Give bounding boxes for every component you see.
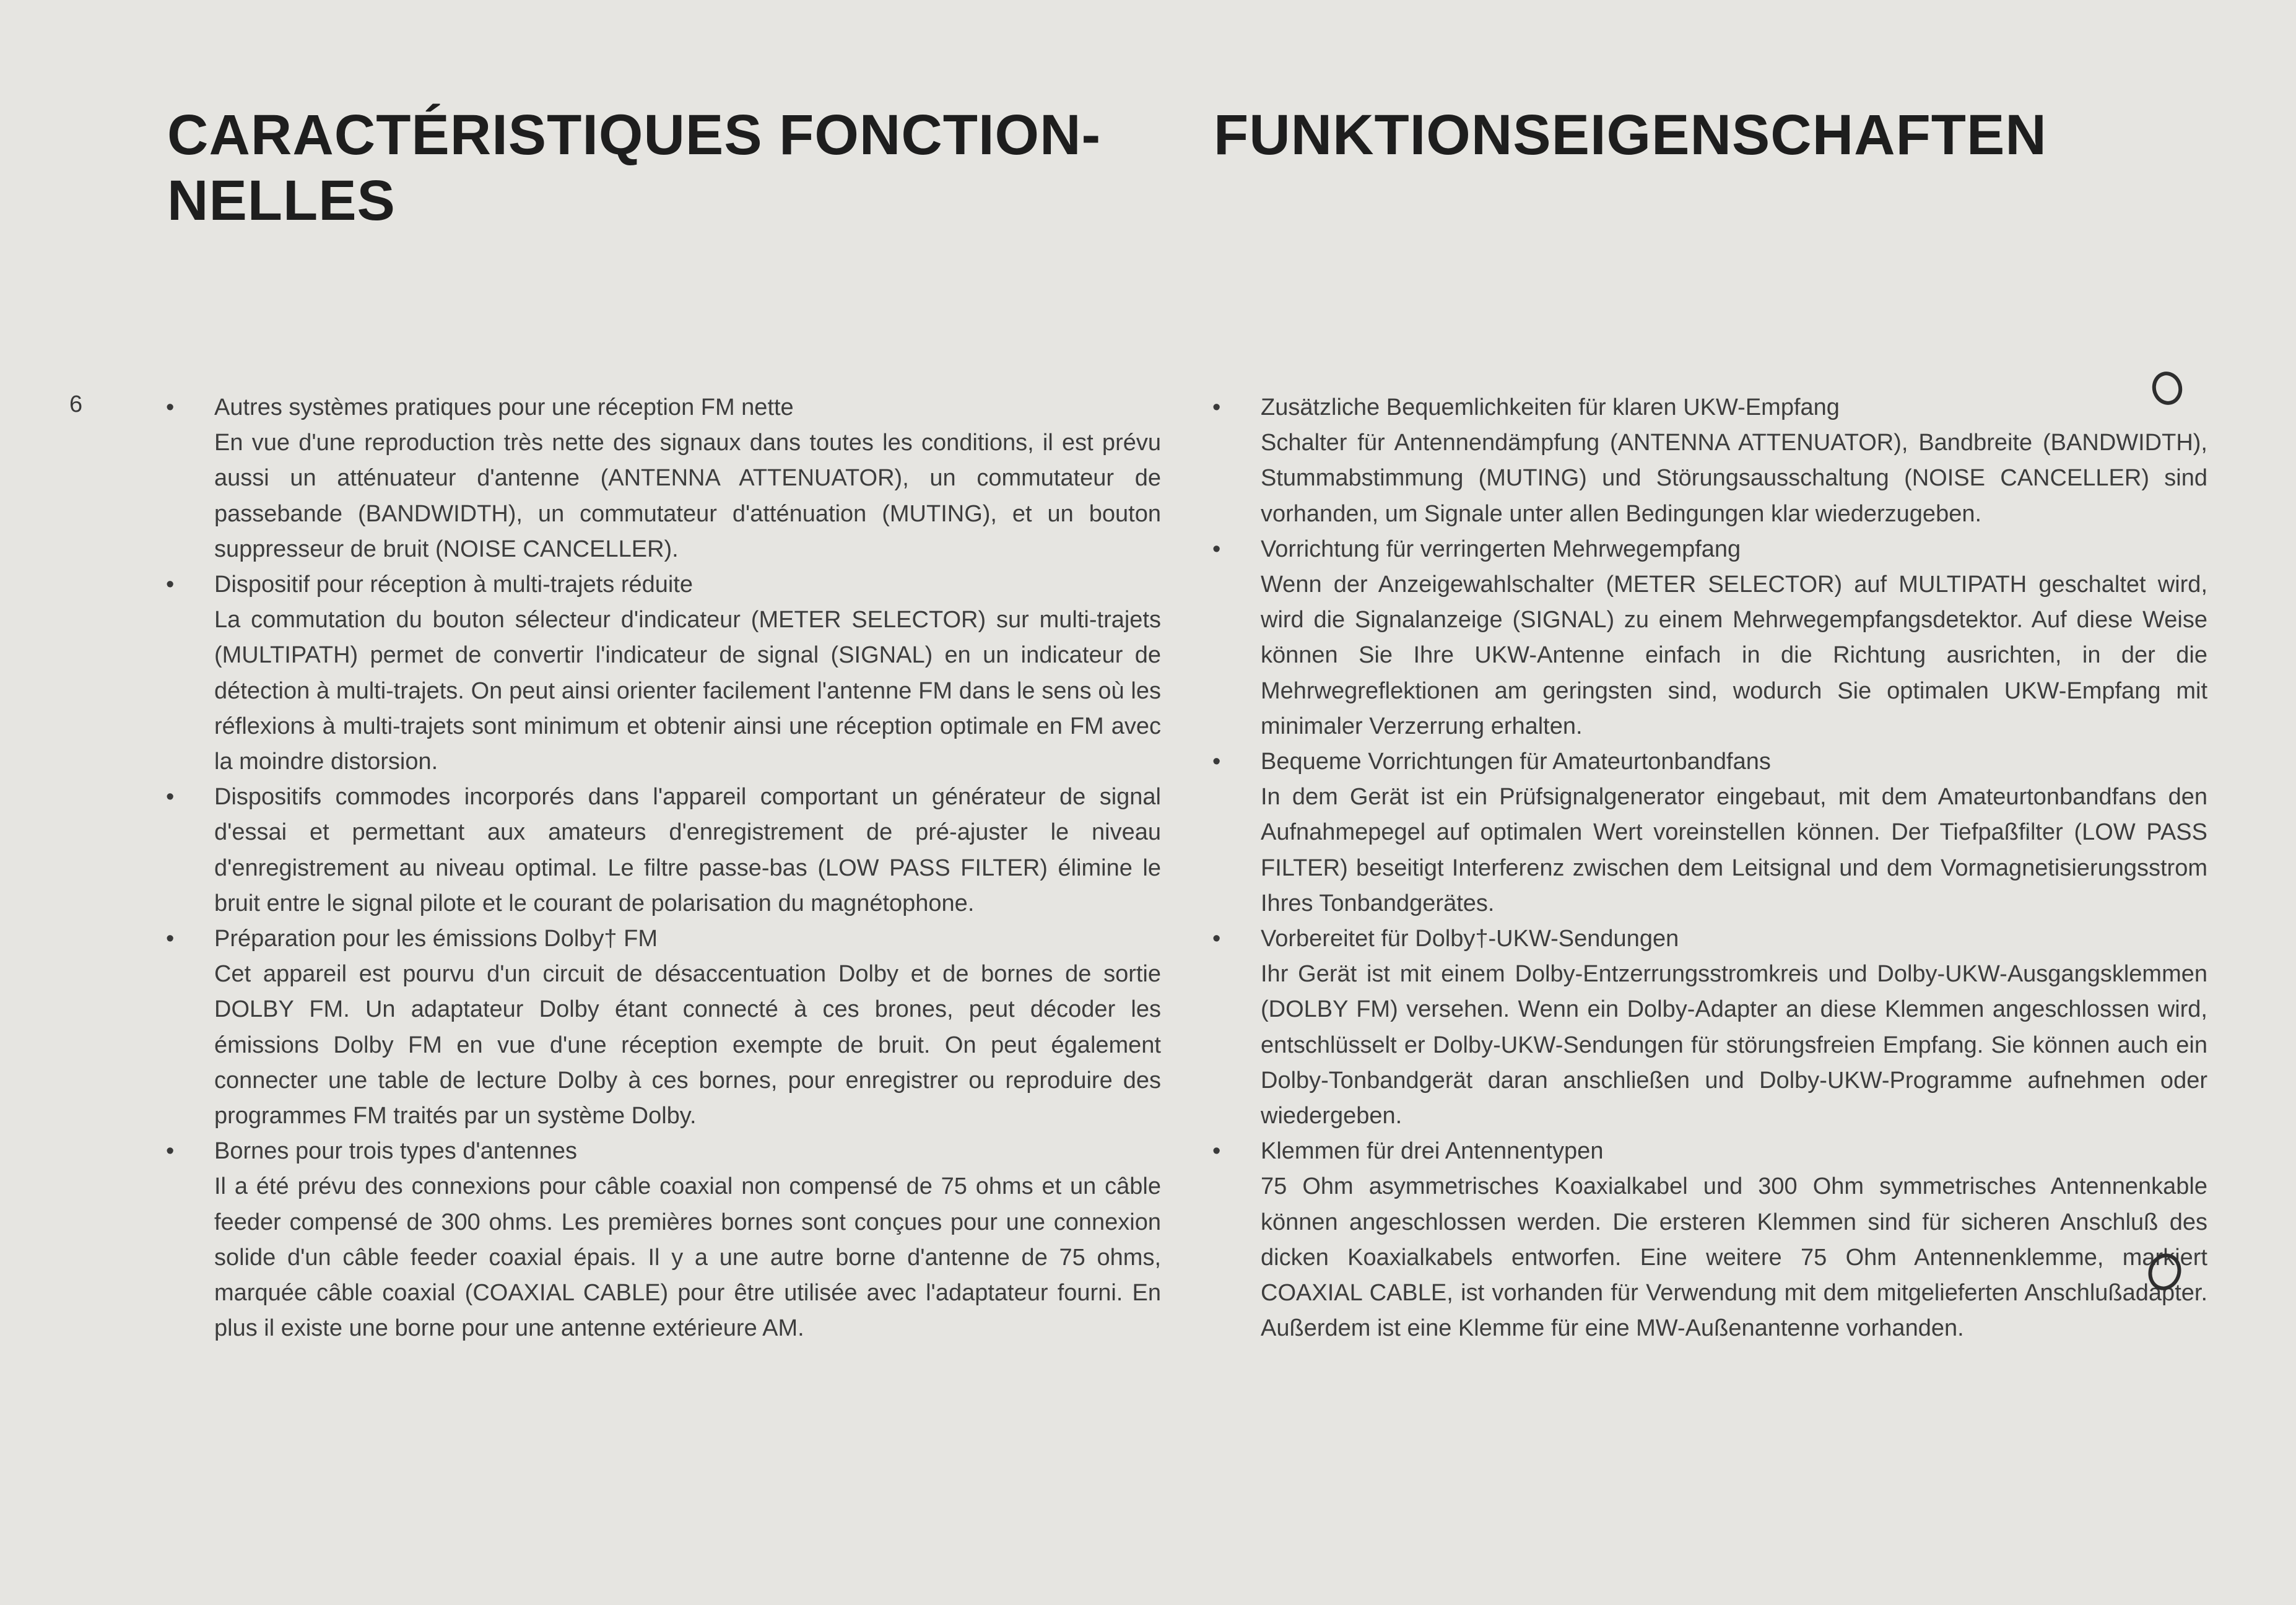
bullet: • <box>1212 1138 1221 1165</box>
page-number: 6 <box>69 391 83 417</box>
feature-heading: Dispositif pour réception à multi-trajets réduite <box>214 572 694 598</box>
bullet: • <box>1212 394 1221 420</box>
feature-body: En vue d'une reproduction très nette des signaux dans toutes les conditions, il est prévu aussi un atténuateur d'antenne (ANTENNA ATTENUATOR), un commutateur de passebande (BANDWIDTH), un commutateur d'atténuation (MUTING), et un bouton suppresseur de bruit (NOISE CANCELLER). <box>214 430 1161 562</box>
list-item <box>1214 532 2207 744</box>
german-column <box>1214 390 2207 1346</box>
feature-heading: Bequeme Vorrichtungen für Amateurtonbandfans <box>1261 749 1771 775</box>
feature-body: In dem Gerät ist ein Prüfsignalgenerator eingebaut, mit dem Amateurtonbandfans den Aufnahmepegel auf optimalen Wert voreinstellen können. Der Tiefpaßfilter (LOW PASS FILTER) beseitigt Interferenz zwischen dem Leitsignal und dem Vormagnetisierungsstrom Ihres Tonbandgerätes. <box>1261 784 2207 916</box>
french-column <box>167 390 1161 1346</box>
bullet: • <box>166 926 175 952</box>
list-item <box>167 921 1161 1134</box>
bullet: • <box>166 572 175 598</box>
list-item <box>1214 921 2207 1134</box>
feature-heading: Préparation pour les émissions Dolby† FM <box>214 926 658 952</box>
feature-heading: Zusätzliche Bequemlichkeiten für klaren UKW-Empfang <box>1261 394 1840 420</box>
bullet: • <box>166 784 175 811</box>
list-item <box>167 567 1161 780</box>
feature-heading: Autres systèmes pratiques pour une réception FM nette <box>214 394 794 420</box>
feature-body: 75 Ohm asymmetrisches Koaxialkabel und 300 Ohm symmetrisches Antennenkable können angeschlossen werden. Die ersteren Klemmen sind für sicheren Anschluß des dicken Koaxialkabels entworfen. Eine weitere 75 Ohm Antennenklemme, markiert COAXIAL CABLE, ist vorhanden für Verwendung mit dem mitgelieferten Anschlußadapter. Außerdem ist eine Klemme für eine MW-Außenantenne vorhanden. <box>1261 1173 2207 1342</box>
feature-heading: Bornes pour trois types d'antennes <box>214 1138 578 1165</box>
feature-body: La commutation du bouton sélecteur d'indicateur (METER SELECTOR) sur multi-trajets (MULTIPATH) permet de convertir l'indicateur de signal (SIGNAL) en un indicateur de détection à multi-trajets. On peut ainsi orienter facilement l'antenne FM dans le sens où les réflexions à multi-trajets sont minimum et obtenir ainsi une réception optimale en FM avec la moindre distorsion. <box>214 607 1161 775</box>
list-item <box>167 1134 1161 1346</box>
bullet: • <box>1212 749 1221 775</box>
bullet: • <box>166 394 175 420</box>
feature-heading: Vorrichtung für verringerten Mehrwegempfang <box>1261 536 1741 562</box>
list-item <box>1214 390 2207 532</box>
bullet: • <box>1212 926 1221 952</box>
bullet: • <box>166 1138 175 1165</box>
feature-heading: Dispositifs commodes incorporés dans l'appareil comportant un générateur de signal d'essai et permettant aux amateurs d'enregistrement de pré-ajuster le niveau d'enregistrement au niveau optimal. Le filtre passe-bas (LOW PASS FILTER) élimine le bruit entre le signal pilote et le courant de polarisation du magnétophone. <box>214 784 1161 916</box>
feature-body: Il a été prévu des connexions pour câble coaxial non compensé de 75 ohms et un câble feeder compensé de 300 ohms. Les premières bornes sont conçues pour une connexion solide d'un câble feeder coaxial épais. Il y a une autre borne d'antenne de 75 ohms, marquée câble coaxial (COAXIAL CABLE) pour être utilisée avec l'adaptateur fourni. En plus il existe une borne pour une antenne extérieure AM. <box>214 1173 1161 1342</box>
french-title: CARACTÉRISTIQUES FONCTION- NELLES <box>167 103 1102 232</box>
list-item <box>1214 1134 2207 1346</box>
list-item <box>1214 744 2207 921</box>
feature-heading: Klemmen für drei Antennentypen <box>1261 1138 1604 1165</box>
feature-body: Ihr Gerät ist mit einem Dolby-Entzerrungsstromkreis und Dolby-UKW-Ausgangsklemmen (DOLBY FM) versehen. Wenn ein Dolby-Adapter an diese Klemmen angeschlossen wird, entschlüsselt er Dolby-UKW-Sendungen für störungsfreien Empfang. Sie können auch ein Dolby-Tonbandgerät daran anschließen und Dolby-UKW-Programme aufnehmen oder wiedergeben. <box>1261 961 2207 1129</box>
feature-body: Schalter für Antennendämpfung (ANTENNA ATTENUATOR), Bandbreite (BANDWIDTH), Stummabstimmung (MUTING) und Störungsausschaltung (NOISE CANCELLER) sind vorhanden, um Signale unter allen Bedingungen klar wiederzugeben. <box>1261 430 2207 527</box>
feature-body: Cet appareil est pourvu d'un circuit de désaccentuation Dolby et de bornes de sortie DOLBY FM. Un adaptateur Dolby étant connecté à ces brones, peut décoder les émissions Dolby FM en vue d'une réception exempte de bruit. On peut également connecter une table de lecture Dolby à ces bornes, pour enregistrer ou reproduire des programmes FM traités par un système Dolby. <box>214 961 1161 1129</box>
german-title: FUNKTIONSEIGENSCHAFTEN <box>1214 103 2047 167</box>
feature-heading: Vorbereitet für Dolby†-UKW-Sendungen <box>1261 926 1679 952</box>
bullet: • <box>1212 536 1221 562</box>
feature-body: Wenn der Anzeigewahlschalter (METER SELECTOR) auf MULTIPATH geschaltet wird, wird die Signalanzeige (SIGNAL) zu einem Mehrwegempfangsdetektor. Auf diese Weise können Sie Ihre UKW-Antenne einfach in die Richtung ausrichten, in der die Mehrwegreflektionen am geringsten sind, wodurch Sie optimalen UKW-Empfang mit minimaler Verzerrung erhalten. <box>1261 572 2207 739</box>
list-item <box>167 390 1161 567</box>
list-item <box>167 780 1161 921</box>
